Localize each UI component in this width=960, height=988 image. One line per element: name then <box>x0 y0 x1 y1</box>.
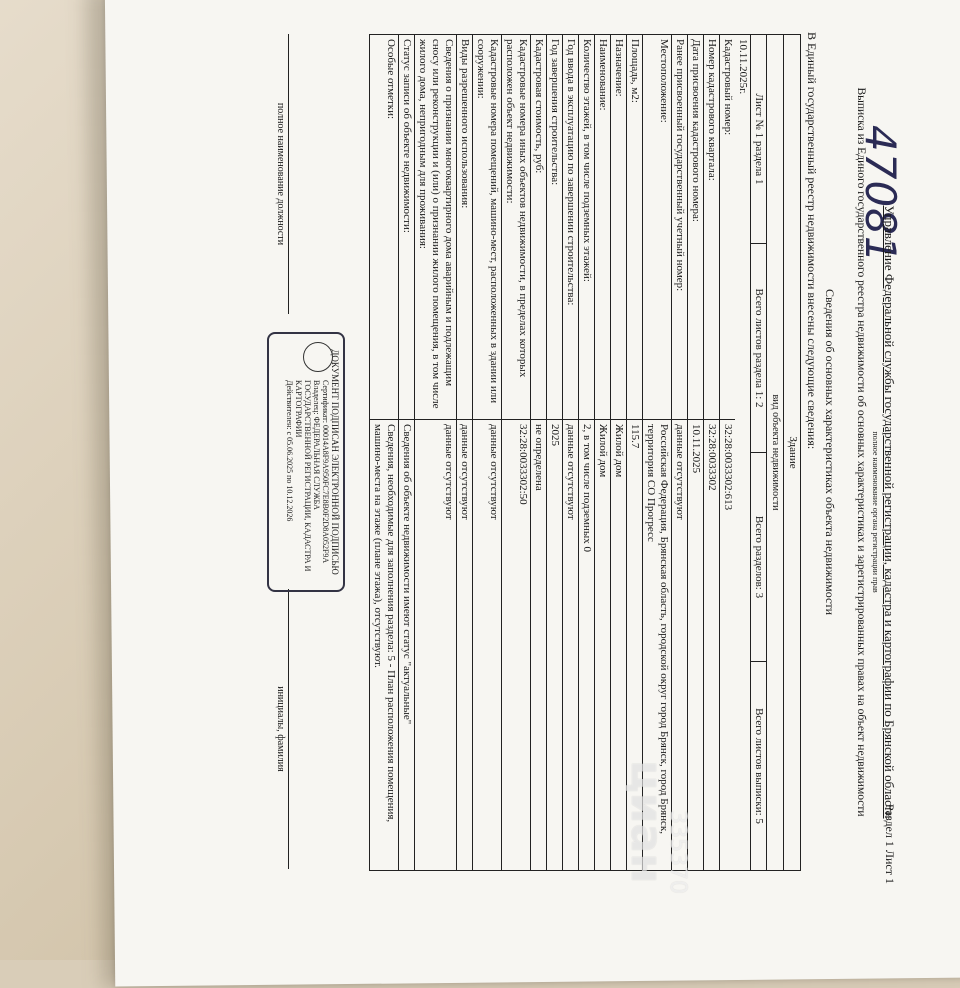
row-label: Количество этажей, в том числе подземных этажей: <box>579 35 594 420</box>
extract-title: Выписка из Единого государственного реестра недвижимости об основных характеристиках и зарегистрированных правах на объект недвижимости <box>855 87 867 817</box>
sheet-info-row <box>751 35 767 870</box>
extract-date: 10.11.2025г. <box>737 39 749 95</box>
row-value: Жилой дом <box>613 424 625 478</box>
row-label: Назначение: <box>611 35 626 420</box>
row-value: 10.11.2025 <box>690 424 702 474</box>
row-value: 2025 <box>549 424 561 446</box>
agency-name: Управление Федеральной службы государственной регистрации, кадастра и картографии по Брянской области <box>882 205 897 819</box>
row-value: данные отсутствуют <box>674 424 686 520</box>
table-row <box>399 35 415 870</box>
extract-sheets-total: Всего листов выписки: 5 <box>753 708 765 824</box>
rotated-document <box>205 2 905 902</box>
table-row <box>502 35 531 870</box>
sections-total: Всего разделов: 3 <box>751 453 766 662</box>
row-label: Наименование: <box>595 35 610 420</box>
row-label: Особые отметки: <box>370 35 398 420</box>
row-label: Год ввода в эксплуатацию по завершении строительства: <box>563 35 578 420</box>
watermark-id: 335370 <box>665 810 690 894</box>
handwritten-number: 47081 <box>856 125 905 264</box>
object-kind-caption-row <box>767 35 784 870</box>
stamp-title: ДОКУМЕНТ ПОДПИСАН ЭЛЕКТРОННОЙ ПОДПИСЬЮ <box>330 349 340 575</box>
row-label: Кадастровая стоимость, руб: <box>531 35 546 420</box>
table-row <box>704 35 720 870</box>
info-title: Сведения об основных характеристиках объекта недвижимости <box>823 288 837 616</box>
stamp-validity: Действителен: с 05.06.2025 по 10.12.2026 <box>285 380 294 522</box>
agency-caption: полное наименование органа регистрации прав <box>871 431 880 593</box>
object-kind-caption: вид объекта недвижимости <box>770 394 781 511</box>
table-row <box>720 35 735 870</box>
row-value: данные отсутствуют <box>565 424 577 520</box>
row-value: данные отсутствуют <box>488 424 500 520</box>
row-value: Российская Федерация, Брянская область, городской округ город Брянск, город Брянск, территория СО Прогресс <box>645 424 670 834</box>
section-sheets-total: Всего листов раздела 1: 2 <box>751 244 766 453</box>
row-value: данные отсутствуют <box>459 424 471 520</box>
property-rows <box>370 35 735 870</box>
table-row <box>672 35 688 870</box>
row-label: Кадастровые номера помещений, машино-мест, расположенных в здании или сооружении: <box>473 35 501 420</box>
table-row <box>415 35 457 870</box>
e-signature-stamp <box>267 332 345 592</box>
row-value: Сведения об объекте недвижимости имеют статус "актуальные" <box>401 424 413 725</box>
row-value: не определена <box>533 424 545 491</box>
table-row <box>563 35 579 870</box>
row-label: Дата присвоения кадастрового номера: <box>688 35 703 420</box>
row-value: Жилой дом <box>597 424 609 478</box>
date-row <box>735 35 751 870</box>
sheet-number: Лист № 1 раздела 1 <box>751 35 766 244</box>
row-label: Ранее присвоенный государственный учетный номер: <box>672 35 687 420</box>
row-value: 32:28:0033302:613 <box>722 424 734 511</box>
row-label: Местоположение: <box>643 35 671 420</box>
row-label: Год завершения строительства: <box>547 35 562 420</box>
row-label: Площадь, м2: <box>627 35 642 420</box>
row-value: данные отсутствуют <box>443 424 455 520</box>
row-value: 115.7 <box>629 424 641 449</box>
table-row <box>643 35 672 870</box>
table-row <box>370 35 399 870</box>
table-row <box>531 35 547 870</box>
row-label: Кадастровый номер: <box>720 35 735 420</box>
register-intro: В Единый государственный реестр недвижимости внесены следующие сведения: <box>805 32 819 450</box>
info-table <box>369 34 801 871</box>
section-sheet-label: Раздел 1 Лист 1 <box>883 803 897 884</box>
table-row <box>457 35 473 870</box>
table-row <box>579 35 595 870</box>
row-label: Виды разрешенного использования: <box>457 35 472 420</box>
cian-watermark: циан <box>621 760 672 884</box>
row-label: Кадастровые номера иных объектов недвижимости, в пределах которых расположен объект недвижимости: <box>502 35 530 420</box>
table-row <box>688 35 704 870</box>
coat-of-arms-icon <box>303 342 333 372</box>
row-value: 2, в том числе подземных 0 <box>581 424 593 553</box>
table-row <box>611 35 627 870</box>
position-caption: полное наименование должности <box>275 34 289 314</box>
row-label: Сведения о признании многоквартирного дома аварийным и подлежащим сносу или реконструкции и (или) о признании жилого помещения, в том числе жилого дома, непригодным для проживания: <box>415 35 456 420</box>
row-value: 32:28:0033302:50 <box>517 424 529 505</box>
object-kind-value: Здание <box>787 436 799 469</box>
row-label: Номер кадастрового квартала: <box>704 35 719 420</box>
stamp-certificate: Сертификат: 00014A8F9A950FC7E8B0F2D8A052F9A <box>321 380 330 564</box>
row-value: 32:28:0033302 <box>706 424 718 491</box>
table-row <box>473 35 502 870</box>
table-row <box>595 35 611 870</box>
object-kind-row <box>784 35 800 870</box>
name-caption: инициалы, фамилия <box>275 589 289 869</box>
row-value: Сведения, необходимые для заполнения раздела: 5 - План расположения помещения, машино-места на этаже (плане этажа), отсутствуют. <box>372 424 397 823</box>
table-row <box>547 35 563 870</box>
table-row <box>627 35 643 870</box>
stamp-owner: Владелец: ФЕДЕРАЛЬНАЯ СЛУЖБА ГОСУДАРСТВЕННОЙ РЕГИСТРАЦИИ, КАДАСТРА И КАРТОГРАФИИ <box>294 380 321 572</box>
row-label: Статус записи об объекте недвижимости: <box>399 35 414 420</box>
